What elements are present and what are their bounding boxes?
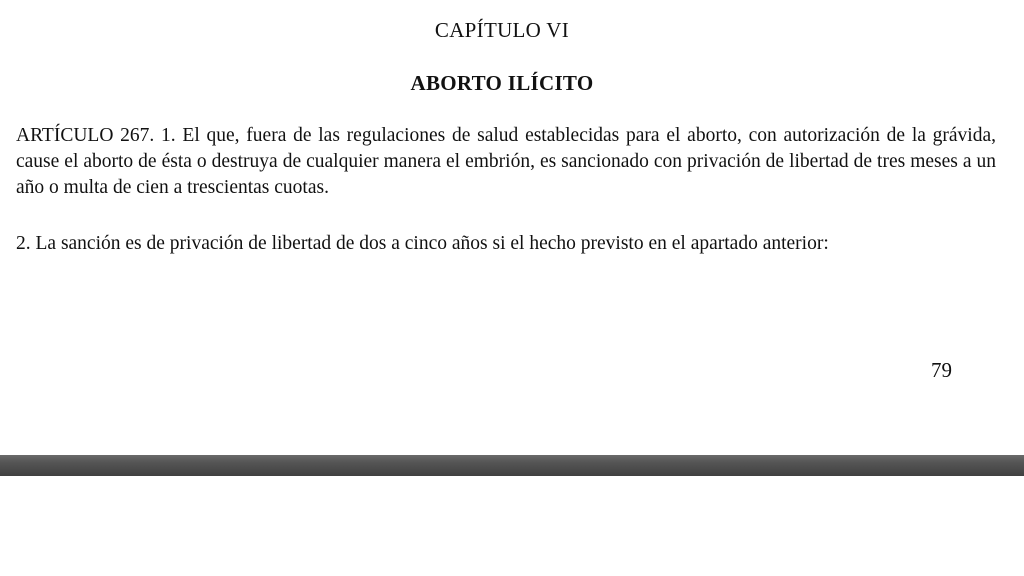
page-separator-bar bbox=[0, 455, 1024, 476]
chapter-heading: CAPÍTULO VI bbox=[434, 18, 570, 42]
blank-area bbox=[0, 476, 1024, 576]
article-paragraph-2: 2. La sanción es de privación de libertad de dos a cinco años si el hecho previsto en el apartado anterior: bbox=[16, 233, 829, 254]
section-title: ABORTO ILÍCITO bbox=[410, 71, 594, 95]
article-paragraph-1: ARTÍCULO 267. 1. El que, fuera de las regulaciones de salud establecidas para el aborto, con autorización de la grávida, cause el aborto de ésta o destruya de cualquier manera el embrión, es sancionado con privación de libertad de tres meses a un año o multa de cien a trescientas cuotas. bbox=[16, 125, 996, 198]
page-number: 79 bbox=[931, 358, 952, 382]
